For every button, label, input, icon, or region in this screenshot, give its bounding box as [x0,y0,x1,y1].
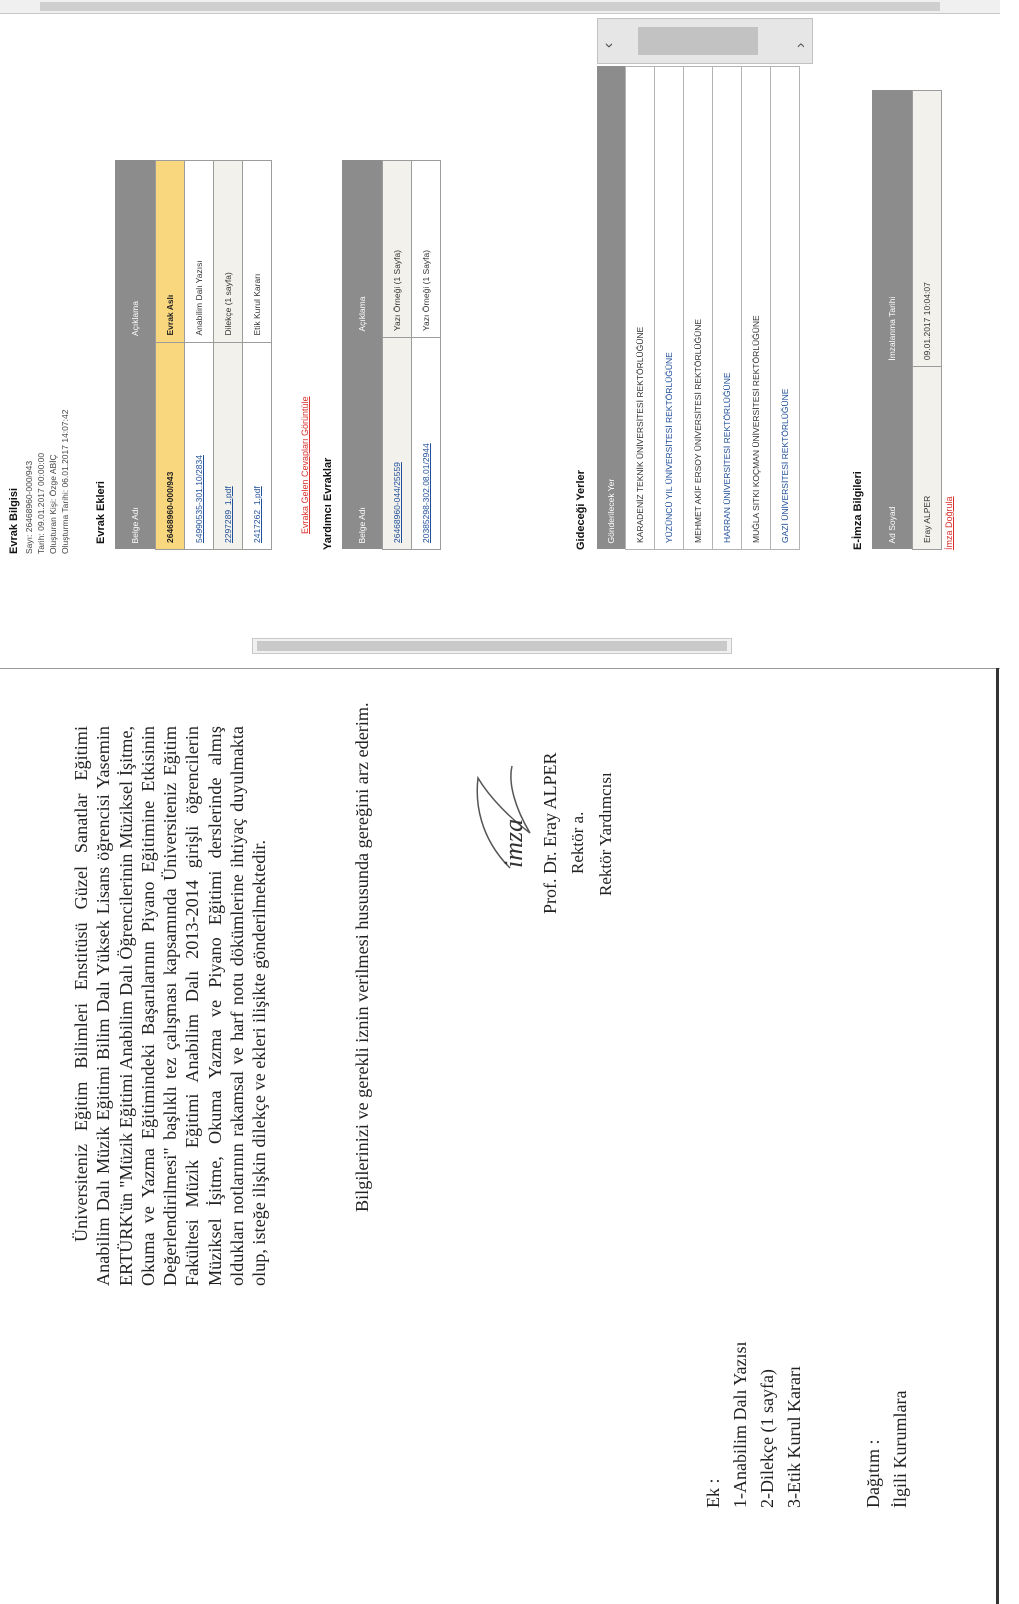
document-viewer [0,668,1000,1604]
gidecegi-title: Gideceği Yerler [575,470,587,550]
signer: Eray ALPER [913,367,942,550]
file-desc: Anabilim Dalı Yazısı [185,161,214,343]
distribution-label: Dağıtım : [863,1439,883,1508]
document-closing: Bilgilerinizi ve gerekli iznin verilmesi hususunda gereğini arz ederim. [352,702,372,1212]
file-link[interactable]: 26468960-044/25559 [383,338,412,550]
info-line: Oluşturan Kişi: Özge ABİÇ [48,454,58,554]
table-row [626,67,655,550]
column-header: Belge Adı [115,342,156,549]
destination: YÜZÜNCÜ YIL ÜNİVERSİTESİ REKTÖRLÜĞÜNE [655,67,684,550]
evrak-ekleri-table [115,160,272,550]
sign-date: 09.01.2017 10:04:07 [913,91,942,367]
yardimci-table [342,160,441,550]
destination: MUĞLA SITKI KOÇMAN ÜNİVERSİTESİ REKTÖRLÜĞÜNE [742,67,771,550]
destinations-table [597,66,800,550]
destination: KARADENİZ TEKNİK ÜNİVERSİTESİ REKTÖRLÜĞÜNE [626,67,655,550]
column-header: Açıklama [342,161,383,338]
table-row [684,67,713,550]
file-desc: Etik Kurul Kararı [243,161,272,343]
destinations-scrollbar[interactable] [597,18,813,64]
file-name[interactable]: 26468960-000/943 [156,342,185,549]
verify-signature-link[interactable]: İmza Doğrula [944,496,954,550]
file-desc: Evrak Aslı [156,161,185,343]
panel-horizontal-scrollbar[interactable] [252,638,732,654]
signer-title: Rektör a. [568,811,587,874]
evrak-ekleri-title: Evrak Ekleri [95,481,107,544]
file-link[interactable]: 2297289_1.pdf [214,342,243,549]
file-link[interactable]: 20385298-302.08.01/2944 [412,338,441,550]
attachment-item: 1-Anabilim Dalı Yazısı [730,1341,750,1508]
destination: GAZİ ÜNİVERSİTESİ REKTÖRLÜĞÜNE [771,67,800,550]
scroll-thumb[interactable] [40,2,940,11]
eimza-table [872,90,942,550]
signer-subtitle: Rektör Yardımcısı [596,772,615,896]
scroll-left-icon[interactable]: ‹ [600,42,617,48]
table-row [713,67,742,550]
signer-name: Prof. Dr. Eray ALPER [540,752,560,914]
eimza-title: E-İmza Bilgileri [852,471,864,550]
attachments-list [700,1342,808,1509]
column-header: Ad Soyad [872,367,913,550]
table-row [742,67,771,550]
attachment-item: 2-Dilekçe (1 sayfa) [757,1369,777,1508]
file-desc: Dilekçe (1 sayfa) [214,161,243,343]
signature-image [470,758,540,898]
divider [996,668,999,1604]
table-row[interactable] [156,161,185,550]
distribution [860,1391,914,1508]
table-row [655,67,684,550]
table-row[interactable] [412,161,441,550]
yardimci-title: Yardımcı Evraklar [322,457,334,550]
table-row[interactable] [185,161,214,550]
scroll-right-icon[interactable]: › [792,42,809,48]
file-link[interactable]: 2417262_1.pdf [243,342,272,549]
main-scrollbar[interactable] [0,0,1000,14]
evrak-bilgisi-title: Evrak Bilgisi [8,487,20,554]
column-header: İmzalanma Tarihi [872,91,913,367]
file-desc: Yazı Örneği (1 Sayfa) [412,161,441,338]
table-row[interactable] [243,161,272,550]
column-header: Açıklama [115,161,156,343]
column-header: Gönderilecek Yer [597,67,626,550]
info-line: Tarih: 09.01.2017 00:00:00 [36,452,46,554]
distribution-value: İlgili Kurumlara [890,1390,910,1508]
destination: MEHMET AKİF ERSOY ÜNİVERSİTESİ REKTÖRLÜĞÜNE [684,67,713,550]
document-body: Üniversiteniz Eğitim Bilimleri Enstitüsü Güzel Sanatlar Eğitimi Anabilim Dalı Müzik Eğitimi Bilim Dalı Yüksek Lisans öğrencisi Yasemin ERTÜRK'ün "Müzik Eğitimi Anabilim Dalı Öğrencilerinin Müziksel İşitme, Okuma ve Yazma Eğitimindeki Başarılarının Piyano Eğitimine Etkisinin Değerlendirilmesi" başlıklı tez çalışması kapsamında Üniversiteniz Eğitim Fakültesi Müzik Eğitimi Anabilim Dalı 2013-2014 girişli öğrencilerin Müziksel İşitme, Okuma Yazma ve Piyano Eğitimi derslerinde almış oldukları notlarının rakamsal ve harf notu dökümlerine ihtiyaç duyulmakta olup, isteğe ilişkin dilekçe ve ekleri ilişikte gönderilmektedir. [71,726,270,1286]
table-row [913,91,942,550]
table-row[interactable] [214,161,243,550]
file-desc: Yazı Örneği (1 Sayfa) [383,161,412,338]
attachments-label: Ek : [703,1478,723,1508]
file-link[interactable]: 54990535-301.10/2834 [185,342,214,549]
info-line: Sayı: 26468960-000/943 [24,460,34,554]
info-line: Oluşturma Tarihi: 06.01.2017 14:07:42 [60,409,70,554]
column-header: Belge Adı [342,338,383,550]
destination: HARRAN ÜNİVERSİTESİ REKTÖRLÜĞÜNE [713,67,742,550]
view-responses-link[interactable]: Evraka Gelen Cevapları Görüntüle [300,396,310,534]
attachment-item: 3-Etik Kurul Kararı [784,1366,804,1508]
table-row [771,67,800,550]
table-row[interactable] [383,161,412,550]
svg-text:imza: imza [499,818,528,868]
